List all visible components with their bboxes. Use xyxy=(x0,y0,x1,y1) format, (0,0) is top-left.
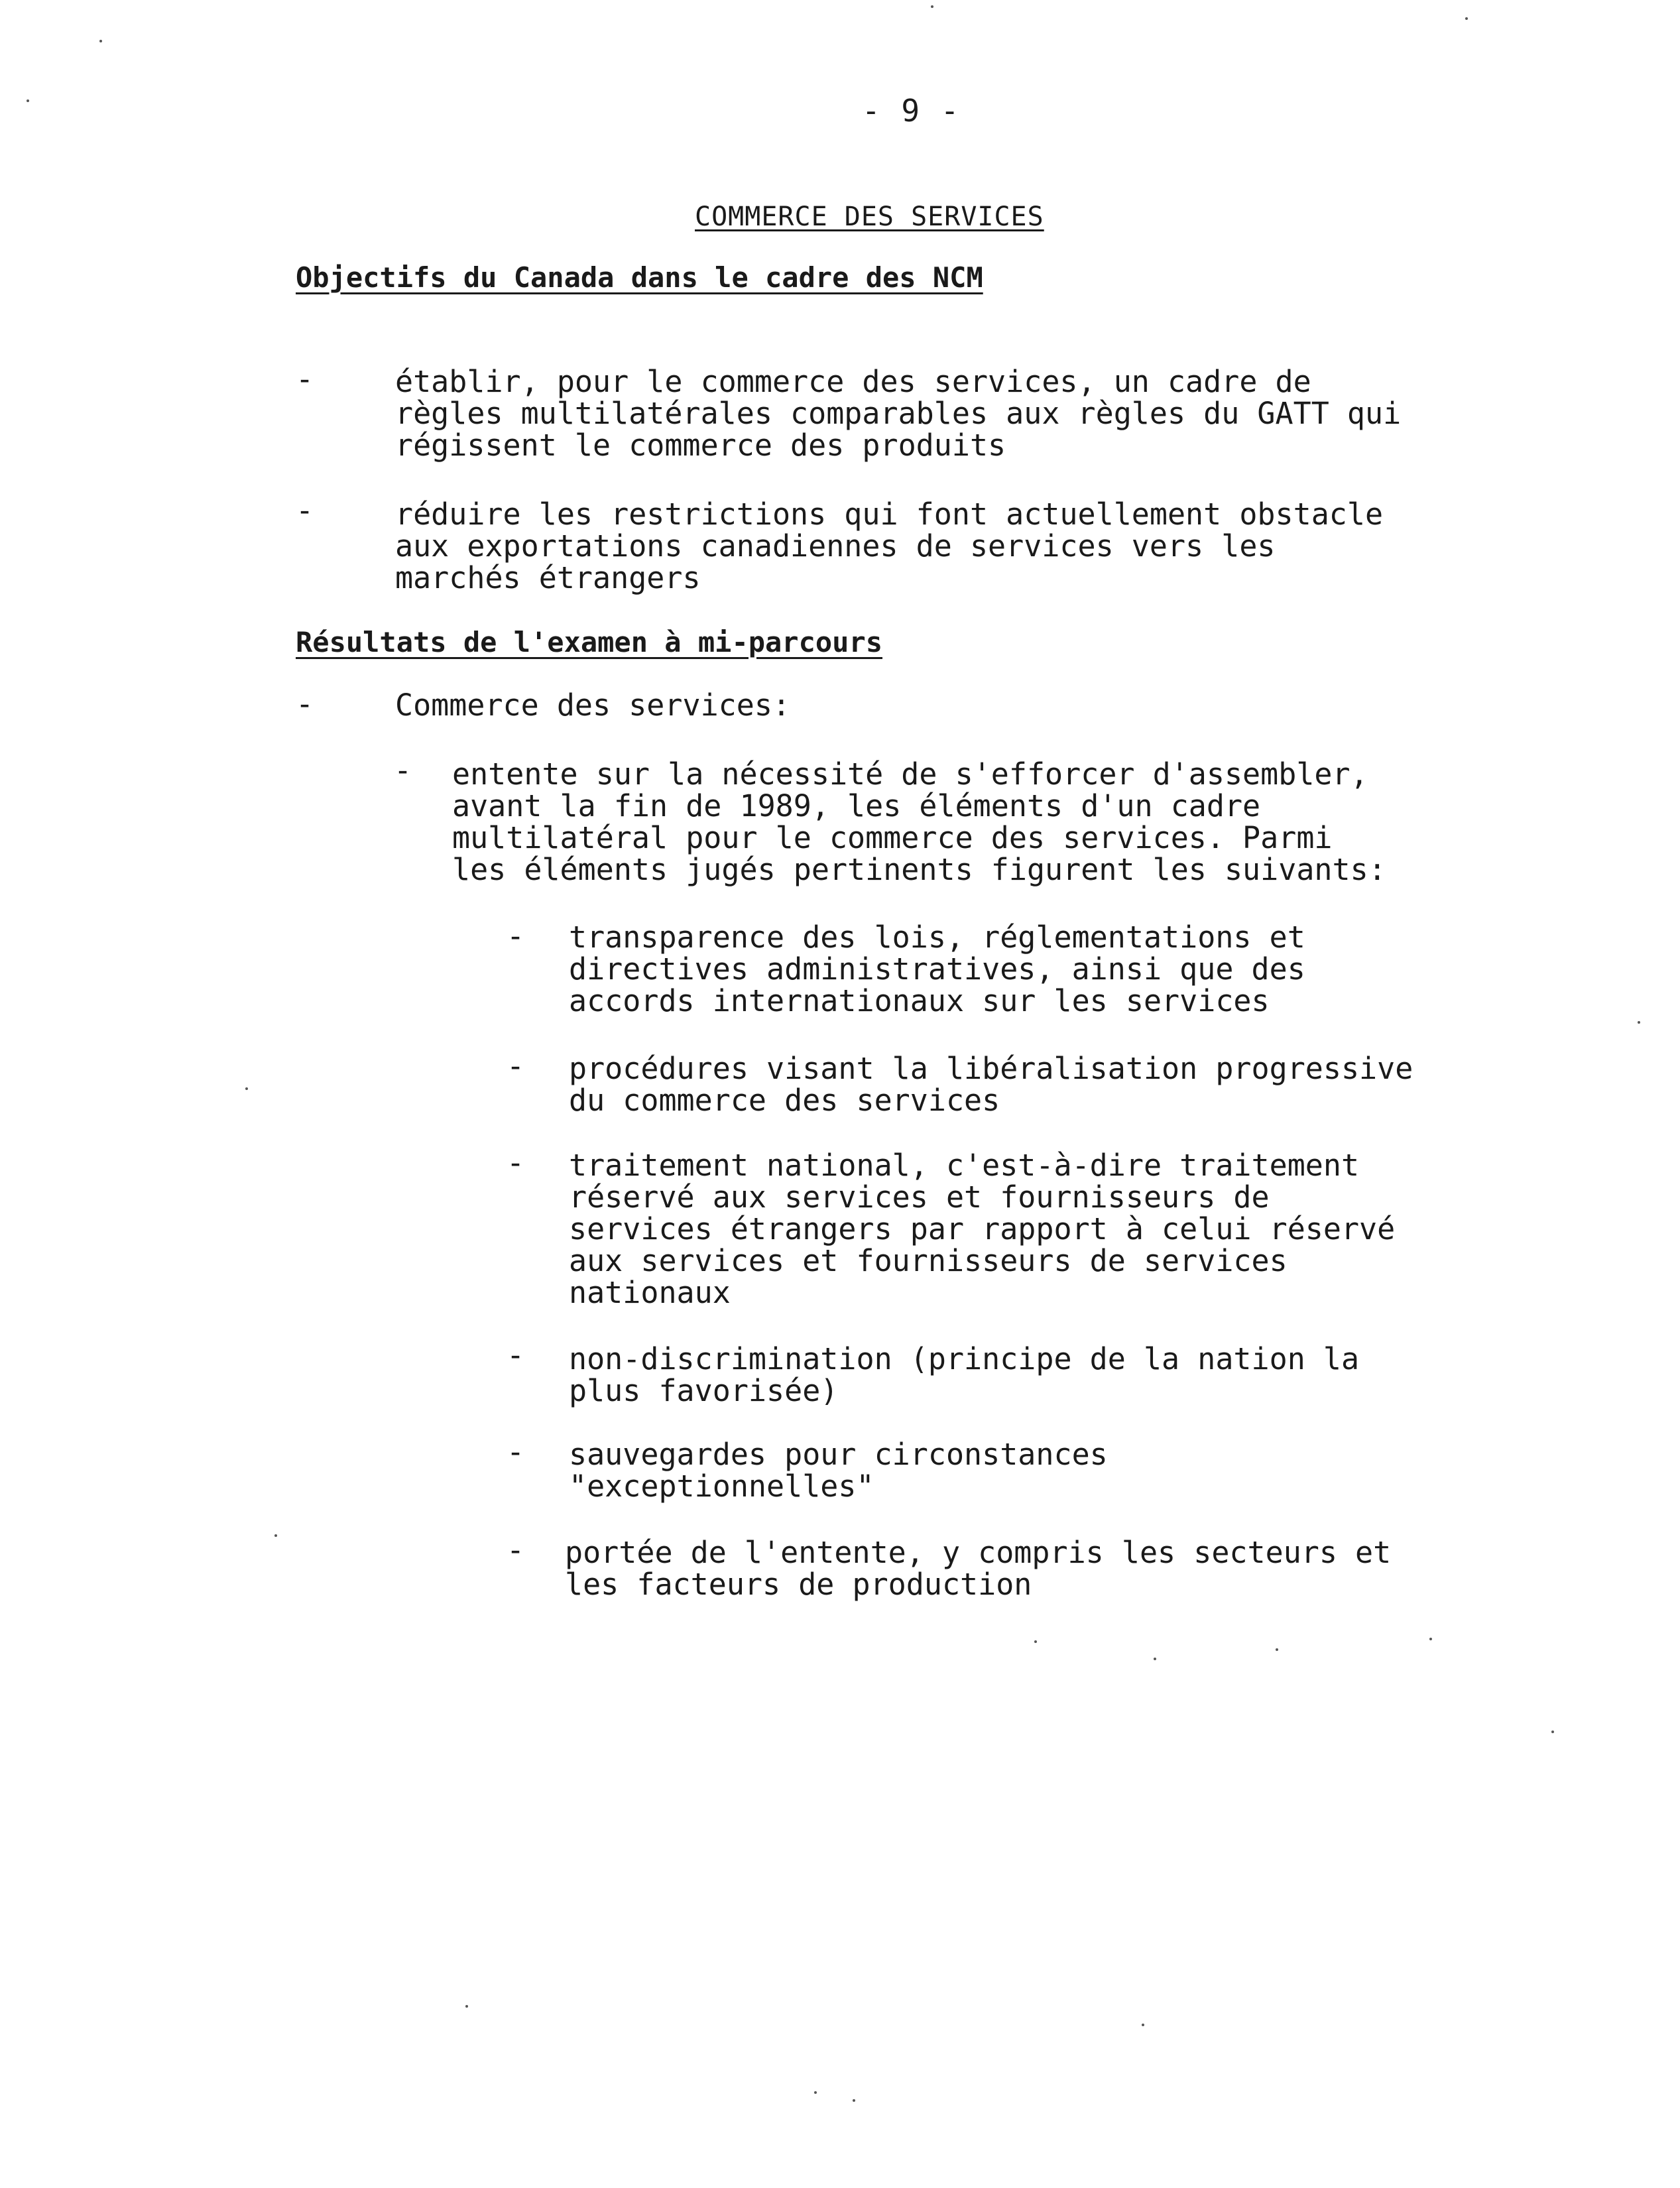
element-item: sauvegardes pour circonstances "exceptionnelles" xyxy=(569,1437,1108,1504)
page-number: - 9 - xyxy=(862,93,961,129)
element-item: transparence des lois, réglementations et directives administratives, ainsi que des accords internationaux sur les services xyxy=(569,920,1305,1018)
list-bullet: - xyxy=(507,1145,525,1180)
list-bullet: - xyxy=(507,1532,525,1567)
objective-item: réduire les restrictions qui font actuellement obstacle aux exportations canadiennes de services vers les marchés étrangers xyxy=(395,497,1384,595)
scan-speck xyxy=(1429,1638,1432,1640)
list-bullet: - xyxy=(394,753,412,788)
element-item: portée de l'entente, y compris les secteurs et les facteurs de production xyxy=(565,1535,1392,1602)
scan-speck xyxy=(465,2005,468,2008)
element-item: traitement national, c'est-à-dire traitement réservé aux services et fournisseurs de services étrangers par rapport à celui réservé aux services et fournisseurs de services nationaux xyxy=(569,1148,1396,1310)
list-bullet: - xyxy=(296,686,314,721)
list-bullet: - xyxy=(507,1337,525,1372)
list-bullet: - xyxy=(296,361,314,396)
scan-speck xyxy=(814,2091,817,2094)
list-bullet: - xyxy=(296,493,314,528)
scan-speck xyxy=(1154,1658,1156,1660)
scan-speck xyxy=(99,40,102,42)
page-title: COMMERCE DES SERVICES xyxy=(695,202,1044,232)
scan-speck xyxy=(1551,1731,1554,1733)
scan-speck xyxy=(1638,1021,1640,1024)
list-bullet: - xyxy=(507,1048,525,1083)
results-heading: Résultats de l'examen à mi-parcours xyxy=(296,626,883,658)
results-subitem: entente sur la nécessité de s'efforcer d'assembler, avant la fin de 1989, les éléments d'un cadre multilatéral pour le commerce des services. Parmi les éléments jugés pertinents figurent les suivants: xyxy=(452,757,1386,887)
list-bullet: - xyxy=(507,1434,525,1469)
scan-speck xyxy=(1142,2024,1144,2026)
element-item: non-discrimination (principe de la nation la plus favorisée) xyxy=(569,1341,1360,1408)
objectives-heading: Objectifs du Canada dans le cadre des NCM xyxy=(296,261,983,294)
scan-speck xyxy=(1276,1648,1278,1651)
scan-speck xyxy=(1034,1640,1037,1643)
scan-speck xyxy=(1465,17,1468,20)
objective-item: établir, pour le commerce des services, un cadre de règles multilatérales comparables aux règles du GATT qui régissent le commerce des produits xyxy=(395,364,1402,463)
list-bullet: - xyxy=(507,918,525,953)
results-item: Commerce des services: xyxy=(395,688,791,723)
scan-speck xyxy=(853,2099,855,2102)
scan-speck xyxy=(27,99,29,102)
element-item: procédures visant la libéralisation progressive du commerce des services xyxy=(569,1051,1413,1118)
scan-speck xyxy=(274,1534,277,1537)
scan-speck xyxy=(245,1087,248,1090)
scan-speck xyxy=(931,5,933,8)
